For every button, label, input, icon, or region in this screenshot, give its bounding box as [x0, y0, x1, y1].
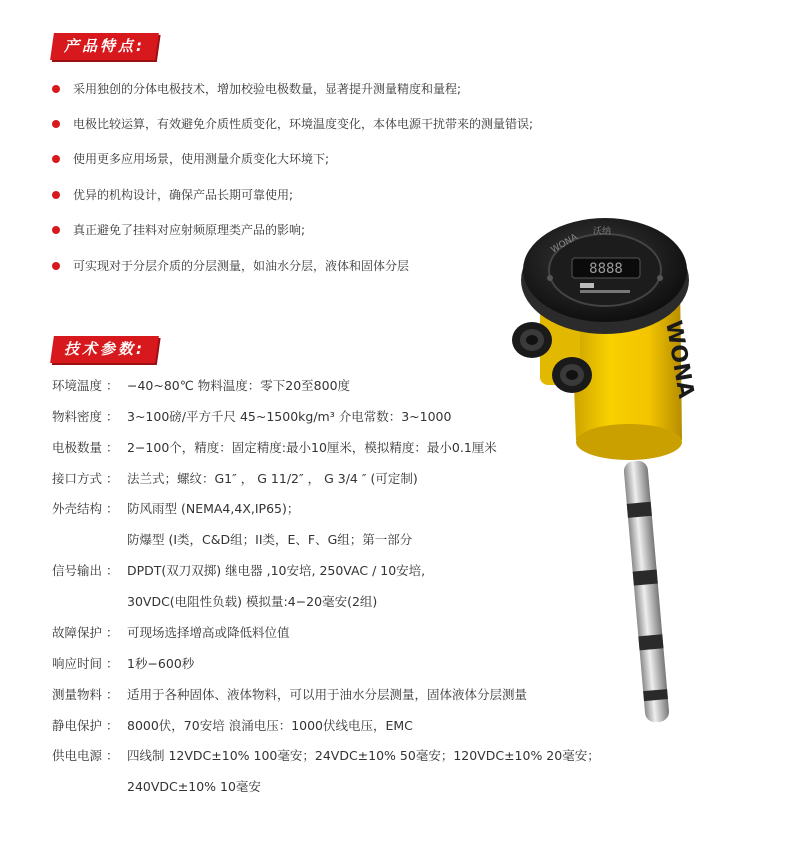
spec-row: 电极数量 ： 2−100个，精度：固定精度:最小10厘米，模拟精度：最小0.1厘米: [52, 440, 497, 455]
meter-lid: [521, 218, 689, 334]
display-digits: 8888: [589, 261, 623, 277]
feature-item: 电极比较运算，有效避免介质性质变化，环境温度变化，本体电源干扰带来的测量错误;: [52, 115, 533, 133]
spec-row: 测量物料 ： 适用于各种固体、液体物料，可以用于油水分层测量，固体液体分层测量: [52, 687, 528, 702]
probe-rod: [623, 460, 670, 723]
feature-item: 使用更多应用场景，使用测量介质变化大环境下;: [52, 150, 329, 168]
spec-row: 环境温度 ：−40~80℃ 物料温度：零下20至800度: [52, 378, 351, 393]
housing-brand-text: WONA: [660, 318, 699, 401]
feature-item: 可实现对于分层介质的分层测量，如油水分层，液体和固体分层: [52, 257, 409, 275]
feature-item: 优异的机构设计，确保产品长期可靠使用;: [52, 186, 293, 204]
spec-row: 外壳结构 ： 防风雨型 (NEMA4,4X,IP65)；: [52, 501, 300, 516]
features-section-title: 产品特点:: [50, 33, 159, 60]
lid-brand-text: WONA: [549, 232, 580, 256]
level-meter-product-image: [480, 210, 730, 730]
bullet-icon: [52, 191, 60, 199]
spec-row: 供电电源 ： 四线制 12VDC±10% 100毫安；24VDC±10% 50毫安；120VDC±10% 20毫安；: [52, 748, 600, 763]
spec-row: 接口方式 ： 法兰式；螺纹：G1″ ， G 11/2″ ， G 3/4 ″ (可定制): [52, 471, 418, 486]
spec-row-continuation: 30VDC(电阻性负载) 模拟量:4−20毫安(2组): [127, 594, 378, 609]
feature-item: 真正避免了挂料对应射频原理类产品的影响;: [52, 221, 305, 239]
bullet-icon: [52, 85, 60, 93]
spec-row: 故障保护 ： 可现场选择增高或降低料位值: [52, 625, 290, 640]
spec-row-continuation: 防爆型 (I类，C&D组；II类，E、F、G组；第一部分: [127, 532, 413, 547]
cable-gland-top: [512, 322, 552, 358]
bullet-icon: [52, 262, 60, 270]
bullet-icon: [52, 226, 60, 234]
spec-row: 物料密度 ： 3~100磅/平方千尺 45~1500kg/m³ 介电常数：3~1000: [52, 409, 452, 424]
feature-item: 采用独创的分体电极技术，增加校验电极数量，显著提升测量精度和量程;: [52, 80, 461, 98]
lid-chinese-text: 沃纳: [592, 227, 612, 237]
cable-gland-bottom: [552, 357, 592, 393]
spec-row-continuation: 240VDC±10% 10毫安: [127, 779, 261, 794]
spec-row: 静电保护 ： 8000伏，70安培 浪涌电压：1000伏线电压，EMC: [52, 718, 413, 733]
bullet-icon: [52, 120, 60, 128]
specs-section-title: 技术参数:: [50, 336, 159, 363]
bullet-icon: [52, 155, 60, 163]
spec-row: 响应时间 ： 1秒−600秒: [52, 656, 195, 671]
spec-row: 信号输出 ： DPDT(双刀双掷) 继电器 ,10安培, 250VAC / 10安培,: [52, 563, 426, 578]
